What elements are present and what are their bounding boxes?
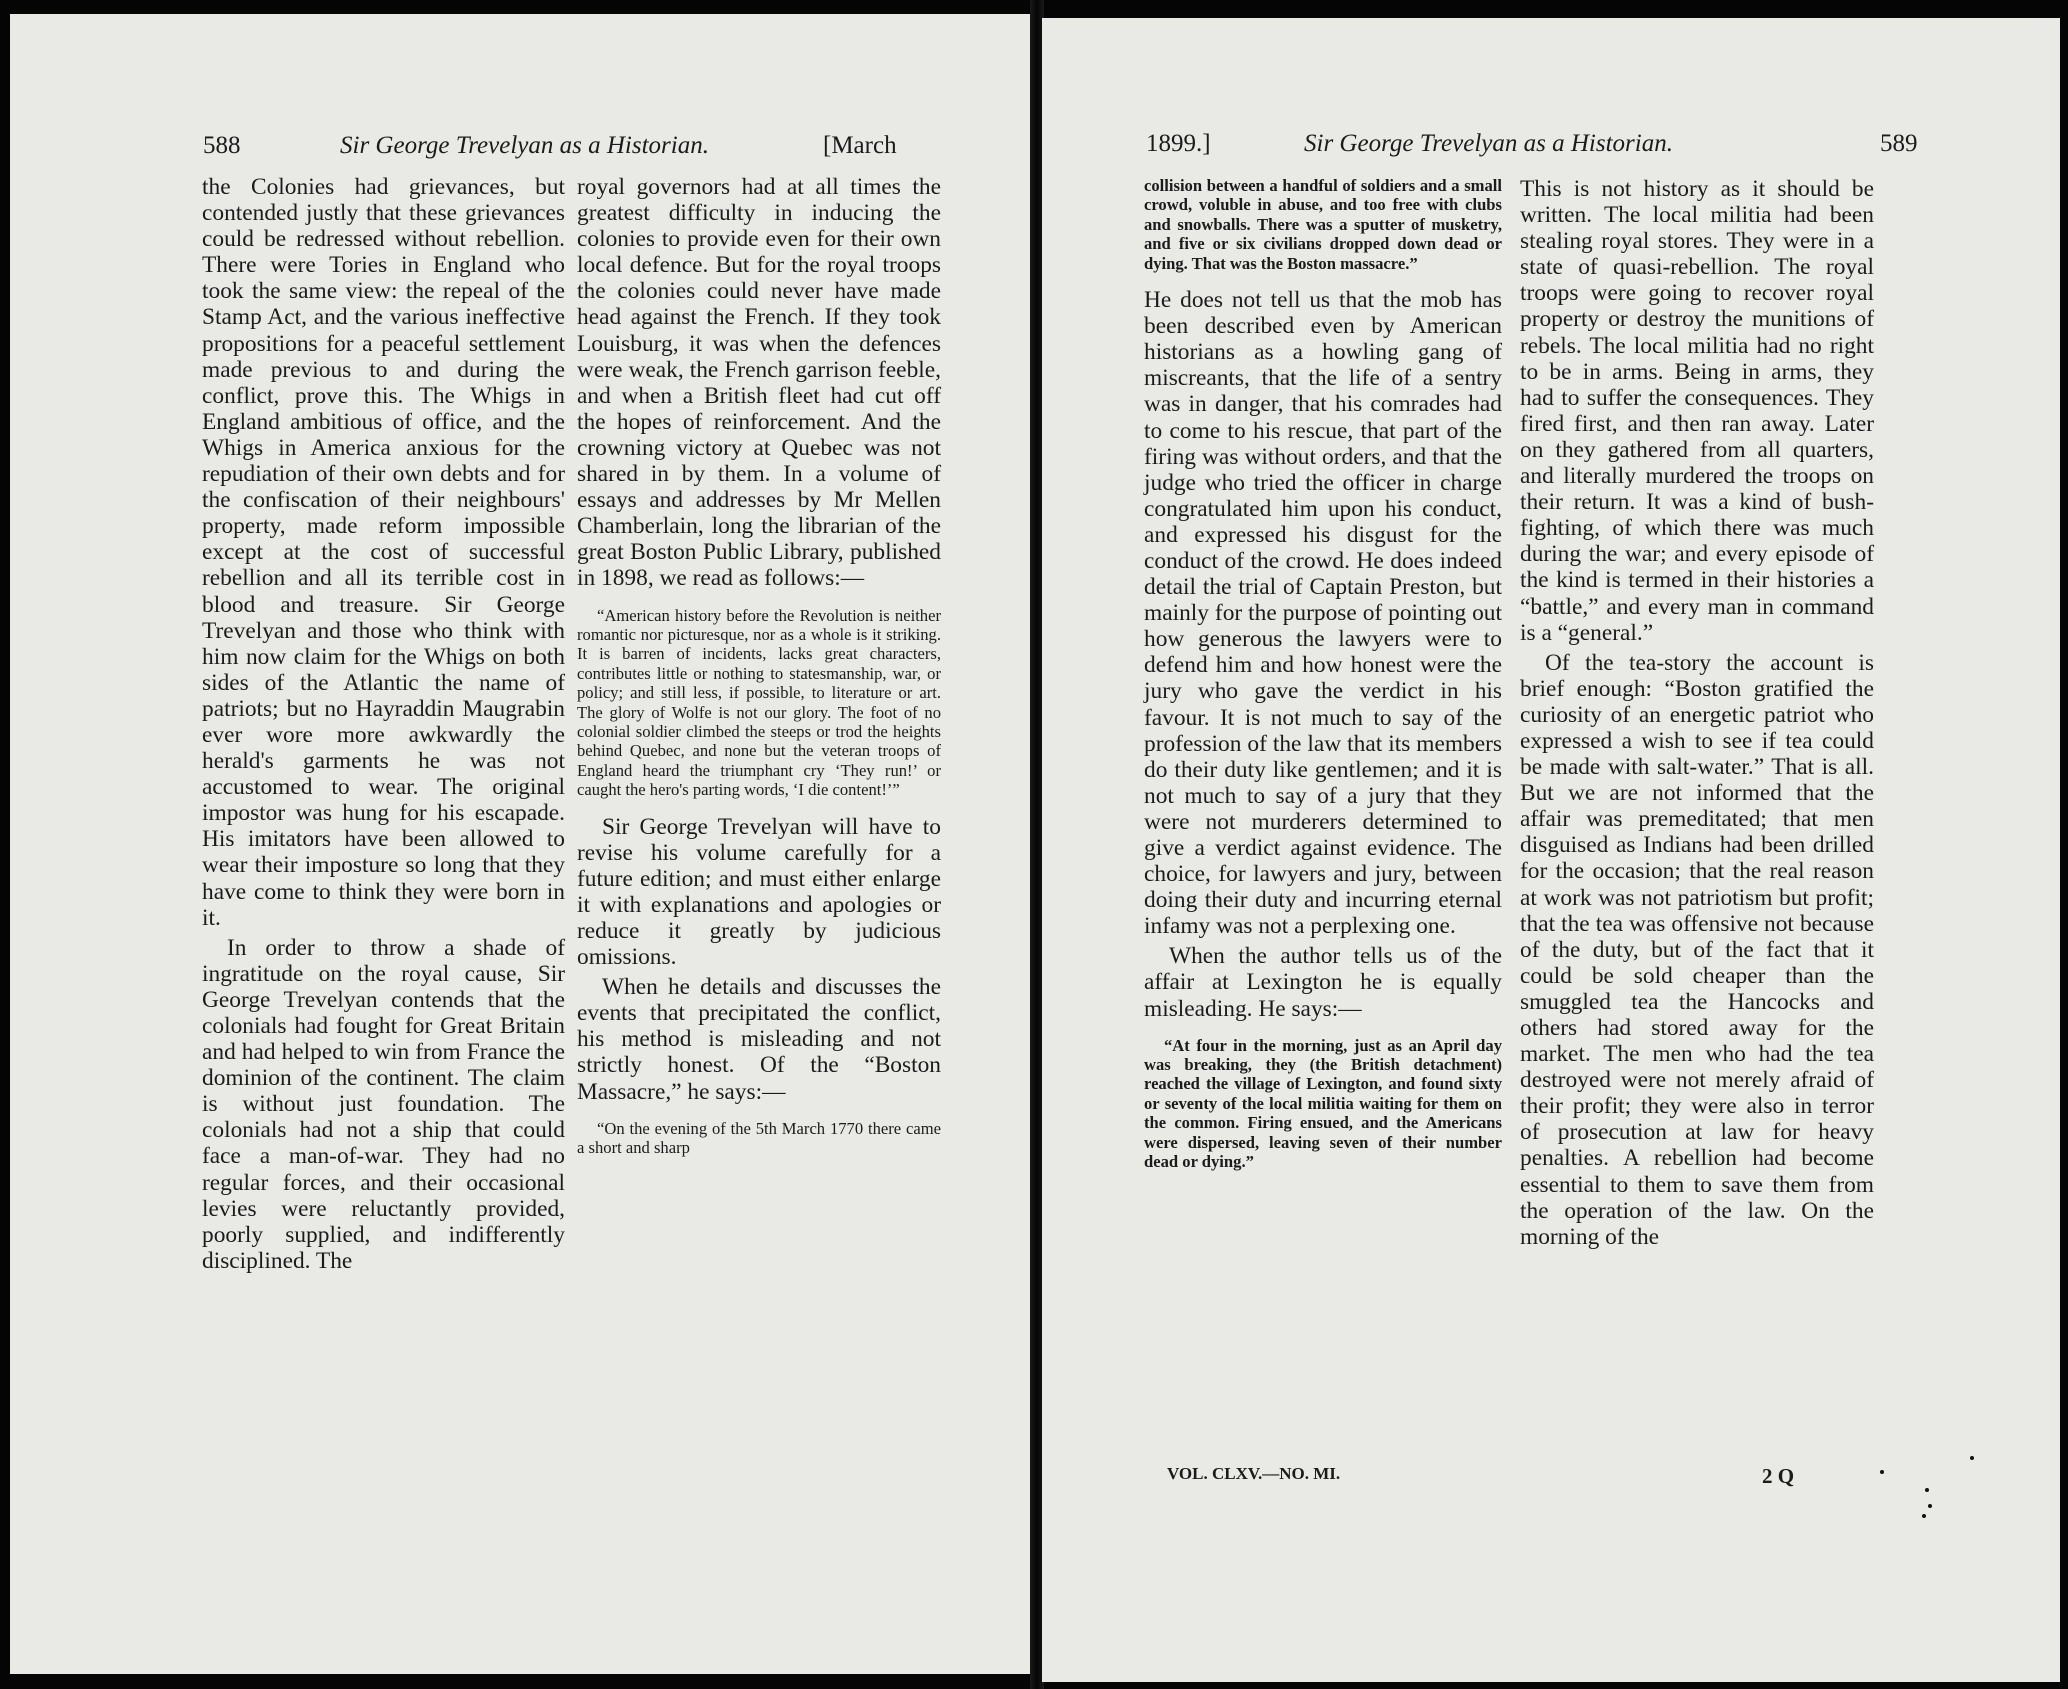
left-page: [10, 14, 1042, 1674]
ink-speck: [1970, 1456, 1974, 1460]
right-page-number: 589: [1880, 130, 1918, 157]
left-column-2: [577, 174, 941, 1171]
left-month: [March: [823, 132, 897, 159]
right-column-2: [1520, 176, 1874, 1250]
paragraph: royal governors had at all times the greatest difficulty in inducing the colonies to provide even for their own local defence. But for the royal troops the colonies could never have made head against the French. If they took Louisburg, it was when the defences were weak, the French garrison feeble, and when a British fleet had cut off the hopes of reinforcement. And the crowning victory at Quebec was not shared in by them. In a volume of essays and addresses by Mr Mellen Chamberlain, long the librarian of the great Boston Public Library, published in 1898, we read as follows:—: [577, 174, 941, 592]
paragraph: When the author tells us of the affair at Lexington he is equally misleading. He says:—: [1144, 943, 1502, 1022]
block-quote: “At four in the morning, just as an April day was breaking, they (the British detachment) reached the village of Lexington, and found sixty or seventy of the local militia waiting for them on the common. Firing ensued, and the Americans were dispersed, leaving seven of their number dead or dying.”: [1144, 1035, 1502, 1172]
ink-speck: [1928, 1504, 1932, 1508]
ink-speck: [1922, 1514, 1926, 1518]
ink-speck: [1925, 1488, 1929, 1492]
left-column-1: [202, 174, 565, 1274]
left-running-title: Sir George Trevelyan as a Historian.: [340, 132, 709, 159]
paragraph: Sir George Trevelyan will have to revise his volume carefully for a future edition; and must either enlarge it with explanations and apologies or reduce it greatly by judicious omissions.: [577, 813, 941, 971]
paragraph: When he details and discusses the events that precipitated the conflict, his method is misleading and not strictly honest. Of the “Boston Massacre,” he says:—: [577, 974, 941, 1105]
right-running-title: Sir George Trevelyan as a Historian.: [1304, 130, 1673, 157]
paragraph: This is not history as it should be written. The local militia had been stealing royal stores. They were in a state of quasi-rebellion. The royal troops were going to recover royal property or destroy the munitions of rebels. The local militia had no right to be in arms. Being in arms, they had to suffer the consequences. They fired first, and then ran away. Later on they gathered from all quarters, and literally murdered the troops on their return. It was a kind of bush-fighting, of which there was much during the war; and every episode of the kind is termed in their histories a “battle,” and every man in command is a “general.”: [1520, 176, 1874, 646]
block-quote: “On the evening of the 5th March 1770 there came a short and sharp: [577, 1118, 941, 1157]
paragraph: Of the tea-story the account is brief enough: “Boston gratified the curiosity of an energetic patriot who expressed a wish to see if tea could be made with salt-water.” That is all. But we are not informed that the affair was premeditated; that men disguised as Indians had been drilled for the occasion; that the real reason at work was not patriotism but profit; that the tea was offensive not because of the duty, but of the fact that it could be sold cheaper than the smuggled tea the Hancocks and others had stored away for the market. The men who had the tea destroyed were not merely afraid of their profit; they were also in terror of prosecution at law for heavy penalties. A rebellion had become essential to them to save them from the operation of the law. On the morning of the: [1520, 649, 1874, 1250]
right-page: [1042, 18, 2060, 1682]
paragraph: the Colonies had grievances, but contended justly that these grievances could be redressed without rebellion. There were Tories in England who took the same view: the repeal of the Stamp Act, and the various ineffective propositions for a peaceful settlement made previous to and during the conflict, prove this. The Whigs in England ambitious of office, and the Whigs in America anxious for the repudiation of their own debts and for the confiscation of their neighbours' property, made reform impossible except at the cost of successful rebellion and all its terrible cost in blood and treasure. Sir George Trevelyan and those who think with him now claim for the Whigs on both sides of the Atlantic the name of patriots; but no Hayraddin Maugrabin ever wore more awkwardly the herald's garments he was not accustomed to wear. The original impostor was hung for his escapade. His imitators have been allowed to wear their imposture so long that they have come to think they were born in it.: [202, 174, 565, 931]
right-column-1: [1144, 176, 1502, 1186]
signature-mark: 2 Q: [1762, 1464, 1795, 1488]
right-year: 1899.]: [1146, 130, 1211, 157]
ink-speck: [1880, 1470, 1884, 1474]
volume-footer: VOL. CLXV.—NO. MI.: [1167, 1464, 1341, 1483]
paragraph: He does not tell us that the mob has been described even by American historians as a howling gang of miscreants, that the life of a sentry was in danger, that his comrades had to come to his rescue, that part of the firing was without orders, and that the judge who tried the officer in charge congratulated him upon his conduct, and expressed his disgust for the conduct of the crowd. He does indeed detail the trial of Captain Preston, but mainly for the purpose of pointing out how generous the lawyers were to defend him and how honest were the jury who gave the verdict in his favour. It is not much to say of the profession of the law that its members do their duty like gentlemen; and it is not much to say of a jury that they were not murderers determined to give a verdict against evidence. The choice, for lawyers and jury, between doing their duty and incurring eternal infamy was not a perplexing one.: [1144, 287, 1502, 940]
block-quote: “American history before the Revolution is neither romantic nor picturesque, nor as a whole is it striking. It is barren of incidents, lacks great characters, contributes little or nothing to statesmanship, war, or policy; and still less, if possible, to literature or art. The glory of Wolfe is not our glory. The foot of no colonial soldier climbed the steeps or trod the heights behind Quebec, and none but the veteran troops of England heard the triumphant cry ‘They run!’ or caught the hero's parting words, ‘I die content!’”: [577, 605, 941, 800]
paragraph: In order to throw a shade of ingratitude on the royal cause, Sir George Trevelyan contends that the colonials had fought for Great Britain and had helped to win from France the dominion of the continent. The claim is without just foundation. The colonials had not a ship that could face a man-of-war. They had no regular forces, and their occasional levies were reluctantly provided, poorly supplied, and indifferently disciplined. The: [202, 934, 565, 1274]
block-quote: collision between a handful of soldiers and a small crowd, voluble in abuse, and too free with clubs and snowballs. There was a sputter of musketry, and five or six civilians dropped down dead or dying. That was the Boston massacre.”: [1144, 176, 1502, 273]
left-page-number: 588: [203, 132, 241, 159]
